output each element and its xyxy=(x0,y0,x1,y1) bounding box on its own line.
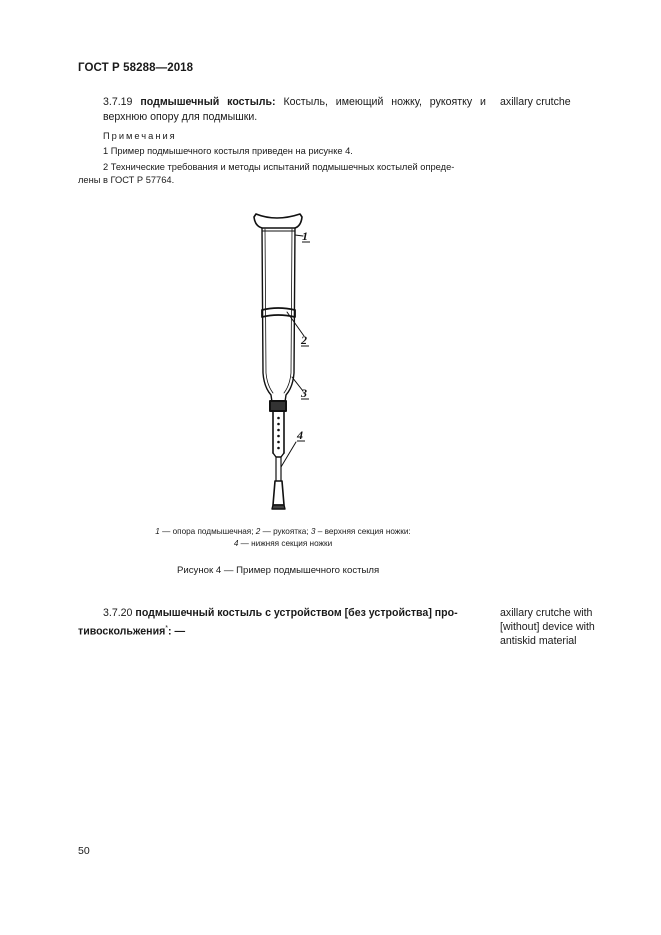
entry-term: подмышечный костыль: xyxy=(140,96,276,108)
callout-4: 4 xyxy=(297,428,303,442)
figure-legend-line-1 xyxy=(128,526,438,538)
footnote-star: * xyxy=(165,625,168,632)
adjustment-holes xyxy=(277,417,280,450)
callout-1: 1 xyxy=(302,229,308,243)
entry-3-7-20-line-2 xyxy=(78,621,185,640)
entry-3-7-19-english: axillary crutche xyxy=(500,96,571,108)
figure-caption: Рисунок 4 — Пример подмышечного костыля xyxy=(177,565,380,576)
note-2-line-1: 2 Технические требования и методы испытаний подмышечных костылей опреде- xyxy=(103,162,455,172)
entry-definition: Костыль, имеющий ножку, рукоятку и верхнюю опору для подмышки. xyxy=(103,96,486,123)
legend-text-2: — рукоятка; xyxy=(260,527,311,536)
crutch-figure xyxy=(240,205,330,515)
rubber-tip xyxy=(273,481,284,505)
entry-3-7-20-english-1: axillary crutche with xyxy=(500,607,593,619)
entry-term-line-2: тивоскольжения xyxy=(78,625,166,638)
entry-term-line-1: подмышечный костыль с устройством [без устройства] про- xyxy=(135,607,458,619)
entry-3-7-20-line-1 xyxy=(103,606,486,621)
callout-3: 3 xyxy=(301,386,307,400)
standard-header: ГОСТ Р 58288—2018 xyxy=(78,62,194,74)
legend-text-3: – верхняя секция ножки: xyxy=(315,527,411,536)
legend-num-3: 3 xyxy=(310,527,316,536)
entry-3-7-19-definition xyxy=(103,95,486,125)
legend-text-4: — нижняя секция ножки xyxy=(238,539,333,548)
legend-num-1: 1 xyxy=(155,527,160,536)
callout-2: 2 xyxy=(301,333,307,347)
left-inner-rail xyxy=(265,229,273,393)
page-number: 50 xyxy=(78,845,90,857)
figure-legend-line-2 xyxy=(128,538,438,550)
right-inner-rail xyxy=(284,229,292,393)
note-1: 1 Пример подмышечного костыля приведен на рисунке 4. xyxy=(103,146,353,156)
entry-term-tail: : — xyxy=(168,625,186,638)
height-clamp xyxy=(270,401,286,411)
notes-heading: Примечания xyxy=(103,131,177,141)
legend-text-1: — опора подмышечная; xyxy=(159,527,256,536)
legend-num-2: 2 xyxy=(255,527,261,536)
entry-number: 3.7.19 xyxy=(103,96,133,108)
entry-number: 3.7.20 xyxy=(103,607,133,619)
legend-num-4: 4 xyxy=(233,539,239,548)
entry-3-7-20-english-2: [without] device with xyxy=(500,621,595,633)
note-2-line-2: лены в ГОСТ Р 57764. xyxy=(78,175,175,185)
underarm-pad xyxy=(254,214,302,228)
entry-3-7-20-english-3: antiskid material xyxy=(500,635,577,647)
